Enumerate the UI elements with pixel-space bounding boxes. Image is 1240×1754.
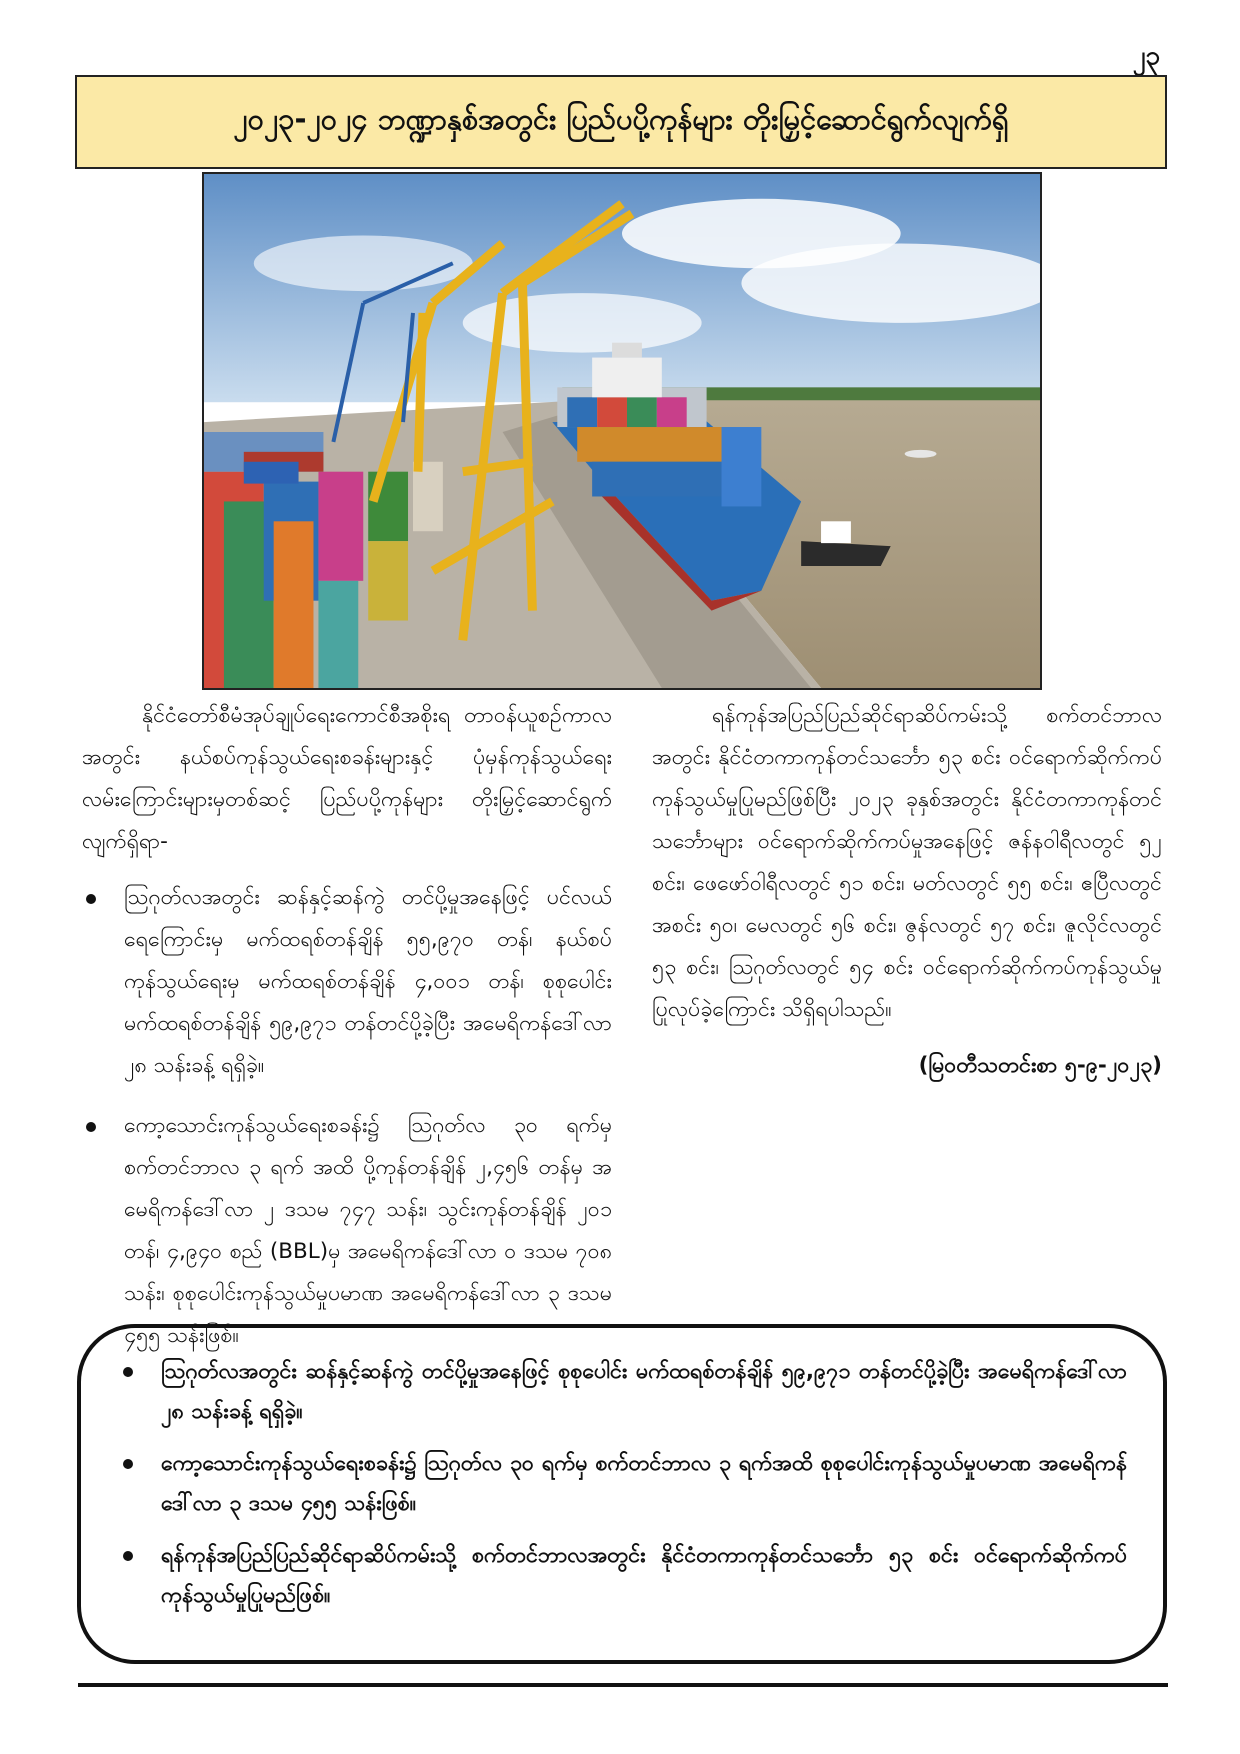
summary-item [109, 1444, 1127, 1524]
article-bullets [82, 877, 612, 1357]
bottom-divider [78, 1683, 1168, 1687]
article-intro: နိုင်ငံတော်စီမံအုပ်ချုပ်ရေးကောင်စီအစိုးရ တာဝန်ယူစဉ်ကာလအတွင်း နယ်စပ်ကုန်သွယ်ရေးစခန်းများနှင့် ပုံမှန်ကုန်သွယ်ရေးလမ်းကြောင်းများမှတစ်ဆင့် ပြည်ပပို့ကုန်များ တိုးမြှင့်ဆောင်ရွက်လျက်ရှိရာ- [82, 703, 612, 854]
summary-item [109, 1352, 1127, 1432]
port-illustration [204, 174, 1040, 688]
bullet-icon [123, 1459, 133, 1469]
bullet-icon [86, 894, 96, 904]
summary-box [77, 1324, 1167, 1664]
bullet-icon [123, 1551, 133, 1561]
summary-item-text: ဩဂုတ်လအတွင်း ဆန်နှင့်ဆန်ကွဲ တင်ပို့မှုအနေဖြင့် စုစုပေါင်း မက်ထရစ်တန်ချိန် ၅၉,၉၇၁ တန်တင်ပို့ခဲ့ပြီး အမေရိကန်ဒေါ်လာ ၂၈ သန်းခန့် ရရှိခဲ့။ [161, 1359, 1127, 1424]
article-bullet-text: ဩဂုတ်လအတွင်း ဆန်နှင့်ဆန်ကွဲ တင်ပို့မှုအနေဖြင့် ပင်လယ်ရေကြောင်းမှ မက်ထရစ်တန်ချိန် ၅၅,၉၇၀ တန်၊ နယ်စပ်ကုန်သွယ်ရေးမှ မက်ထရစ်တန်ချိန် ၄,၀၀၁ တန်၊ စုစုပေါင်း မက်ထရစ်တန်ချိန် ၅၉,၉၇၁ တန်တင်ပို့ခဲ့ပြီး အမေရိကန်ဒေါ်လာ ၂၈ သန်းခန့် ရရှိခဲ့။ [124, 885, 612, 1078]
summary-item [109, 1536, 1127, 1616]
article-bullet-text: ကော့သောင်းကုန်သွယ်ရေးစခန်း၌ ဩဂုတ်လ ၃၀ ရက်မှ စက်တင်ဘာလ ၃ ရက် အထိ ပို့ကုန်တန်ချိန် ၂,၄၅၆ တန်မှ အမေရိကန်ဒေါ်လာ ၂ ဒသမ ၇၄၇ သန်း၊ သွင်းကုန်တန်ချိန် ၂၀၁ တန်၊ ၄,၉၄၀ စည် (BBL)မှ အမေရိကန်ဒေါ်လာ ၀ ဒသမ ၇၀၈ သန်း၊ စုစုပေါင်းကုန်သွယ်မှုပမာဏ အမေရိကန်ဒေါ်လာ ၃ ဒသမ ၄၅၅ သန်းဖြစ်။ [124, 1113, 612, 1348]
article-bullet [82, 877, 612, 1087]
article-closing: ရန်ကုန်အပြည်ပြည်ဆိုင်ရာဆိပ်ကမ်းသို့ စက်တင်ဘာလအတွင်း နိုင်ငံတကာကုန်တင်သင်္ဘော ၅၃ စင်း ဝင်ရောက်ဆိုက်ကပ်ကုန်သွယ်မှုပြုမည်ဖြစ်ပြီး ၂၀၂၃ ခုနှစ်အတွင်း နိုင်ငံတကာကုန်တင်သင်္ဘောများ ဝင်ရောက်ဆိုက်ကပ်မှုအနေဖြင့် ဇန်နဝါရီလတွင် ၅၂ စင်း၊ ဖေဖော်ဝါရီလတွင် ၅၁ စင်း၊ မတ်လတွင် ၅၅ စင်း၊ ဧပြီလတွင် အစင်း ၅၀၊ မေလတွင် ၅၆ စင်း၊ ဇွန်လတွင် ၅၇ စင်း၊ ဇူလိုင်လတွင် ၅၃ စင်း၊ ဩဂုတ်လတွင် ၅၄ စင်း ဝင်ရောက်ဆိုက်ကပ်ကုန်သွယ်မှု ပြုလုပ်ခဲ့ကြောင်း သိရှိရပါသည်။ [652, 703, 1162, 1022]
summary-list [109, 1352, 1127, 1616]
bullet-icon [86, 1122, 96, 1132]
article-bullet [82, 1105, 612, 1357]
summary-item-text: ကော့သောင်းကုန်သွယ်ရေးစခန်း၌ ဩဂုတ်လ ၃၀ ရက်မှ စက်တင်ဘာလ ၃ ရက်အထိ စုစုပေါင်းကုန်သွယ်မှုပမာဏ အမေရိကန်ဒေါ်လာ ၃ ဒသမ ၄၅၅ သန်းဖြစ်။ [161, 1451, 1127, 1516]
summary-item-text: ရန်ကုန်အပြည်ပြည်ဆိုင်ရာဆိပ်ကမ်းသို့ စက်တင်ဘာလအတွင်း နိုင်ငံတကာကုန်တင်သင်္ဘော ၅၃ စင်း ဝင်ရောက်ဆိုက်ကပ်ကုန်သွယ်မှုပြုမည်ဖြစ်။ [161, 1543, 1127, 1608]
article-source: (မြဝတီသတင်းစာ ၅-၉-၂၀၂၃) [918, 1053, 1162, 1078]
article-right-column [652, 695, 1162, 1087]
container-port-photo [202, 172, 1042, 690]
bullet-icon [123, 1367, 133, 1377]
page-number: ၂၃ [1132, 41, 1160, 71]
article-title [75, 75, 1167, 169]
title-text: ၂၀၂၃-၂၀၂၄ ဘဏ္ဍာနှစ်အတွင်း ပြည်ပပို့ကုန်များ တိုးမြှင့်ဆောင်ရွက်လျက်ရှိ [233, 101, 1009, 136]
article-left-column [82, 695, 612, 1375]
